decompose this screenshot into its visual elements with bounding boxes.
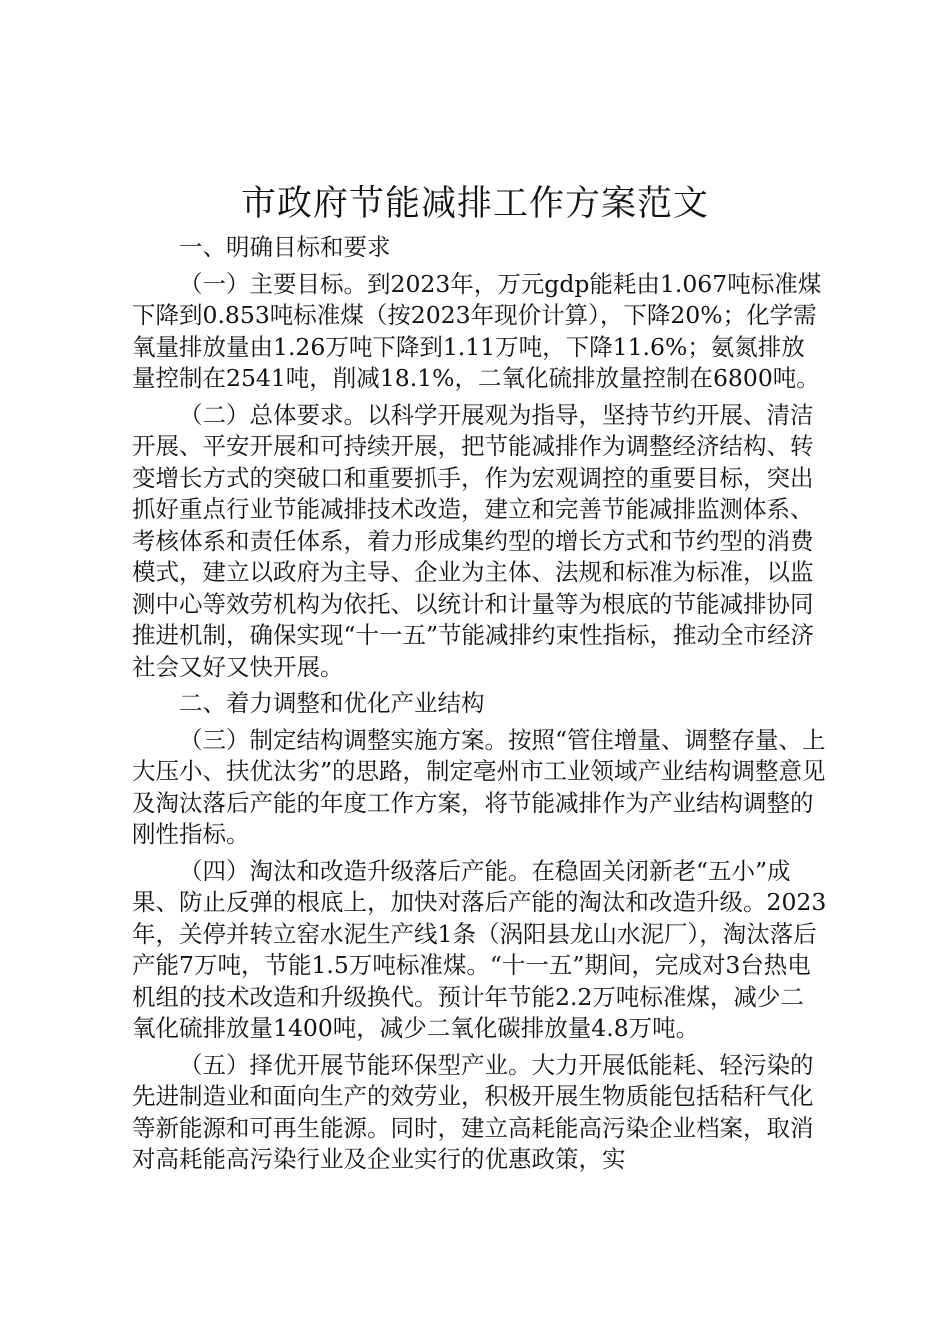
paragraph-general-requirements: （二）总体要求。以科学开展观为指导，坚持节约开展、清洁开展、平安开展和可持续开展，把节能减排作为调整经济结构、转变增长方式的突破口和重要抓手，作为宏观调控的重要目标，突出抓好重点行业节能减排技术改造，建立和完善节能减排监测体系、考核体系和责任体系，着力形成集约型的增长方式和节约型的消费模式，建立以政府为主导、企业为主体、法规和标准为标准，以监测中心等效劳机构为依托、以统计和计量等为根底的节能减排协同推进机制，确保实现“十一五”节能减排约束性指标，推动全市经济社会又好又快开展。 (132, 400, 815, 681)
document-body (132, 232, 827, 1181)
section-heading-1: 一、明确目标和要求 (179, 233, 391, 261)
document-title: 市政府节能减排工作方案范文 (240, 184, 709, 224)
paragraph-structure-plan: （三）制定结构调整实施方案。按照“管住增量、调整存量、上大压小、扶优汰劣”的思路，制定亳州市工业领域产业结构调整意见及淘汰落后产能的年度工作方案，将节能减排作为产业结构调整的刚性指标。 (132, 725, 826, 848)
section-heading-2: 二、着力调整和优化产业结构 (179, 689, 485, 717)
paragraph-main-goals: （一）主要目标。到2023年，万元gdp能耗由1.067吨标准煤下降到0.853吨标准煤（按2023年现价计算），下降20%；化学需氧量排放量由1.26万吨下降到1.11万吨，下降11.6%；氨氮排放量控制在2541吨，削减18.1%，二氧化硫排放量控制在6800吨。 (132, 269, 822, 392)
paragraph-eliminate-capacity: （四）淘汰和改造升级落后产能。在稳固关闭新老“五小”成果、防止反弹的根底上，加快对落后产能的淘汰和改造升级。2023年，关停并转立窑水泥生产线1条（涡阳县龙山水泥厂），淘汰落后产能7万吨，节能1.5万吨标准煤。“十一五”期间，完成对3台热电机组的技术改造和升级换代。预计年节能2.2万吨标准煤，减少二氧化硫排放量1400吨，减少二氧化碳排放量4.8万吨。 (132, 856, 827, 1042)
paragraph-green-industry: （五）择优开展节能环保型产业。大力开展低能耗、轻污染的先进制造业和面向生产的效劳业，积极开展生物质能包括秸秆气化等新能源和可再生能源。同时，建立高耗能高污染企业档案，取消对高耗能高污染行业及企业实行的优惠政策，实 (132, 1050, 814, 1173)
